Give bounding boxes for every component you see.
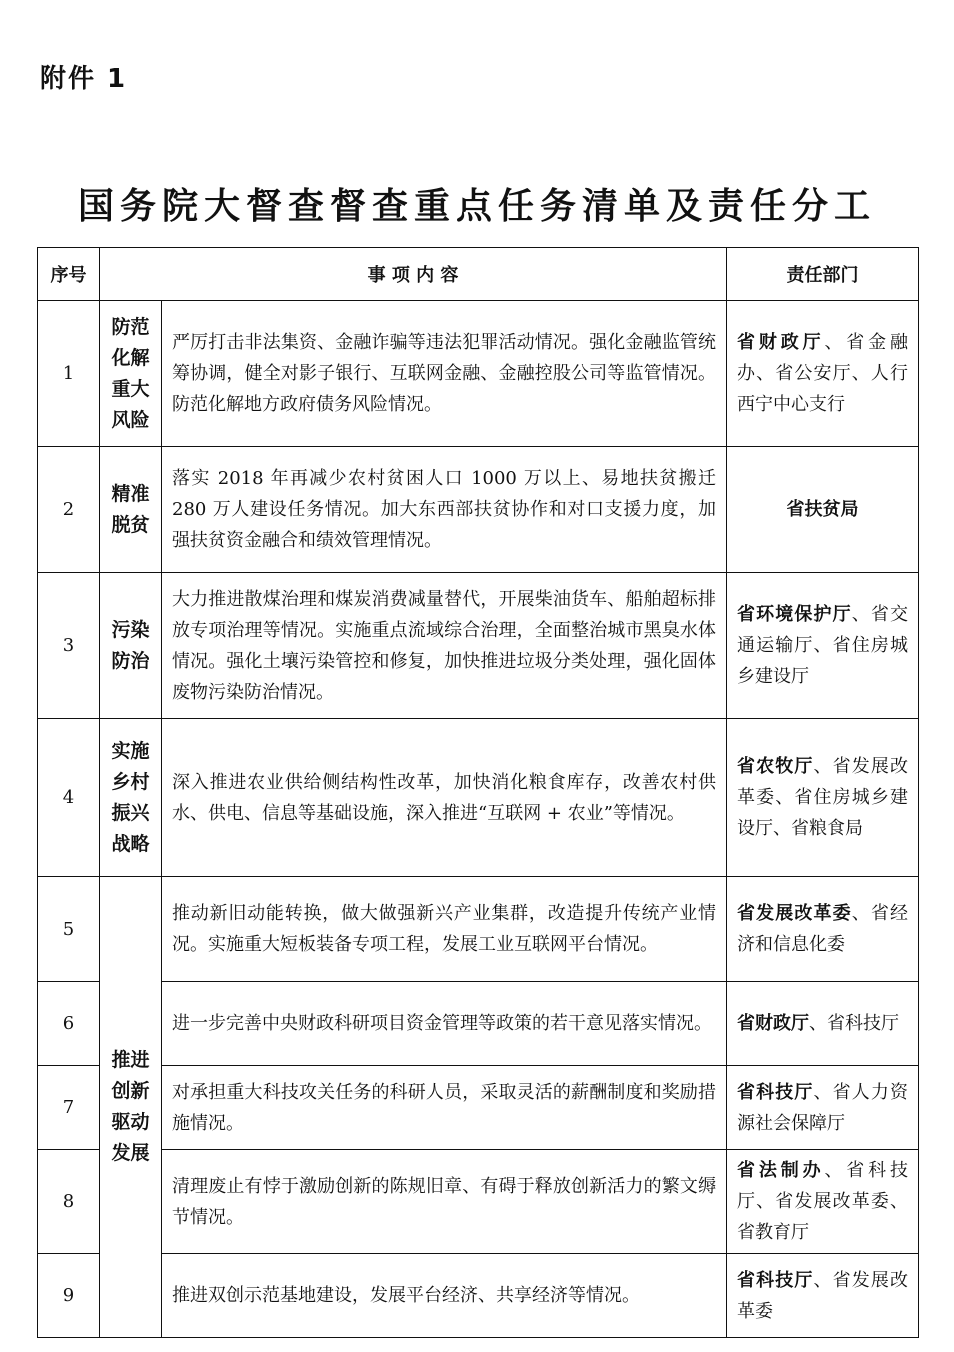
dept-rest: 、省科技厅、省发展改革委、省教育厅 (737, 1160, 909, 1243)
row-category: 防范化解重大风险 (100, 301, 162, 447)
row-number: 4 (38, 719, 100, 877)
table-row (38, 1066, 919, 1150)
row-content: 深入推进农业供给侧结构性改革，加快消化粮食库存，改善农村供水、供电、信息等基础设施，深入推进“互联网 + 农业”等情况。 (162, 719, 727, 877)
row-dept (727, 877, 919, 982)
row-dept (727, 982, 919, 1066)
row-dept (727, 573, 919, 719)
dept-rest: 、省金融办、省公安厅、人行西宁中心支行 (737, 332, 909, 415)
document-title: 国务院大督查督查重点任务清单及责任分工 (77, 185, 876, 227)
row-number: 7 (38, 1066, 100, 1150)
row-dept (727, 719, 919, 877)
row-dept (727, 301, 919, 447)
row-number: 3 (38, 573, 100, 719)
dept-lead: 省扶贫局 (786, 499, 859, 520)
dept-rest: 、省人力资源社会保障厅 (737, 1081, 908, 1134)
dept-lead: 省财政厅 (737, 1013, 809, 1034)
table-header-row (38, 248, 919, 301)
header-content: 事 项 内 容 (100, 248, 727, 301)
row-number: 9 (38, 1254, 100, 1338)
row-content: 推动新旧动能转换，做大做强新兴产业集群，改造提升传统产业情况。实施重大短板装备专项工程，发展工业互联网平台情况。 (162, 877, 727, 982)
row-content: 清理废止有悖于激励创新的陈规旧章、有碍于释放创新活力的繁文缛节情况。 (162, 1150, 727, 1254)
task-table (37, 247, 919, 1338)
dept-lead: 省农牧厅 (737, 756, 814, 777)
dept-lead: 省法制办 (737, 1160, 825, 1181)
row-category: 推进创新驱动发展 (100, 877, 162, 1338)
dept-rest: 、省经济和信息化委 (737, 903, 908, 955)
row-content: 进一步完善中央财政科研项目资金管理等政策的若干意见落实情况。 (162, 982, 727, 1066)
table-row (38, 447, 919, 573)
header-dept: 责任部门 (727, 248, 919, 301)
row-number: 5 (38, 877, 100, 982)
dept-rest: 、省发展改革委 (737, 1269, 908, 1322)
row-category: 精准脱贫 (100, 447, 162, 573)
dept-rest: 、省发展改革委、省住房城乡建设厅、省粮食局 (737, 756, 908, 839)
row-content: 落实 2018 年再减少农村贫困人口 1000 万以上、易地扶贫搬迁 280 万人建设任务情况。加大东西部扶贫协作和对口支援力度，加强扶贫资金融合和绩效管理情况。 (162, 447, 727, 573)
table-row (38, 1254, 919, 1338)
attachment-label: 附件 1 (40, 64, 128, 94)
row-content: 推进双创示范基地建设，发展平台经济、共享经济等情况。 (162, 1254, 727, 1338)
row-number: 2 (38, 447, 100, 573)
dept-rest: 、省交通运输厅、省住房城乡建设厅 (737, 604, 908, 687)
dept-lead: 省财政厅 (737, 332, 825, 353)
row-number: 8 (38, 1150, 100, 1254)
dept-lead: 省发展改革委 (737, 903, 852, 924)
dept-lead: 省科技厅 (737, 1269, 814, 1291)
table-row (38, 573, 919, 719)
row-category: 实施乡村振兴战略 (100, 719, 162, 877)
header-num: 序号 (38, 248, 100, 301)
row-dept (727, 1254, 919, 1338)
row-number: 1 (38, 301, 100, 447)
row-number: 6 (38, 982, 100, 1066)
row-content: 大力推进散煤治理和煤炭消费减量替代，开展柴油货车、船舶超标排放专项治理等情况。实施重点流域综合治理，全面整治城市黑臭水体情况。强化土壤污染管控和修复，加快推进垃圾分类处理，强化固体废物污染防治情况。 (162, 573, 727, 719)
dept-lead: 省科技厅 (737, 1081, 814, 1103)
table-row (38, 877, 919, 982)
row-content: 对承担重大科技攻关任务的科研人员，采取灵活的薪酬制度和奖励措施情况。 (162, 1066, 727, 1150)
row-dept (727, 1150, 919, 1254)
dept-rest: 、省科技厅 (809, 1013, 899, 1034)
table-row (38, 301, 919, 447)
row-content: 严厉打击非法集资、金融诈骗等违法犯罪活动情况。强化金融监管统筹协调，健全对影子银行、互联网金融、金融控股公司等监管情况。防范化解地方政府债务风险情况。 (162, 301, 727, 447)
row-dept (727, 447, 919, 573)
table-row (38, 719, 919, 877)
table-row (38, 982, 919, 1066)
row-category: 污染防治 (100, 573, 162, 719)
dept-lead: 省环境保护厅 (737, 604, 852, 625)
table-row (38, 1150, 919, 1254)
row-dept (727, 1066, 919, 1150)
